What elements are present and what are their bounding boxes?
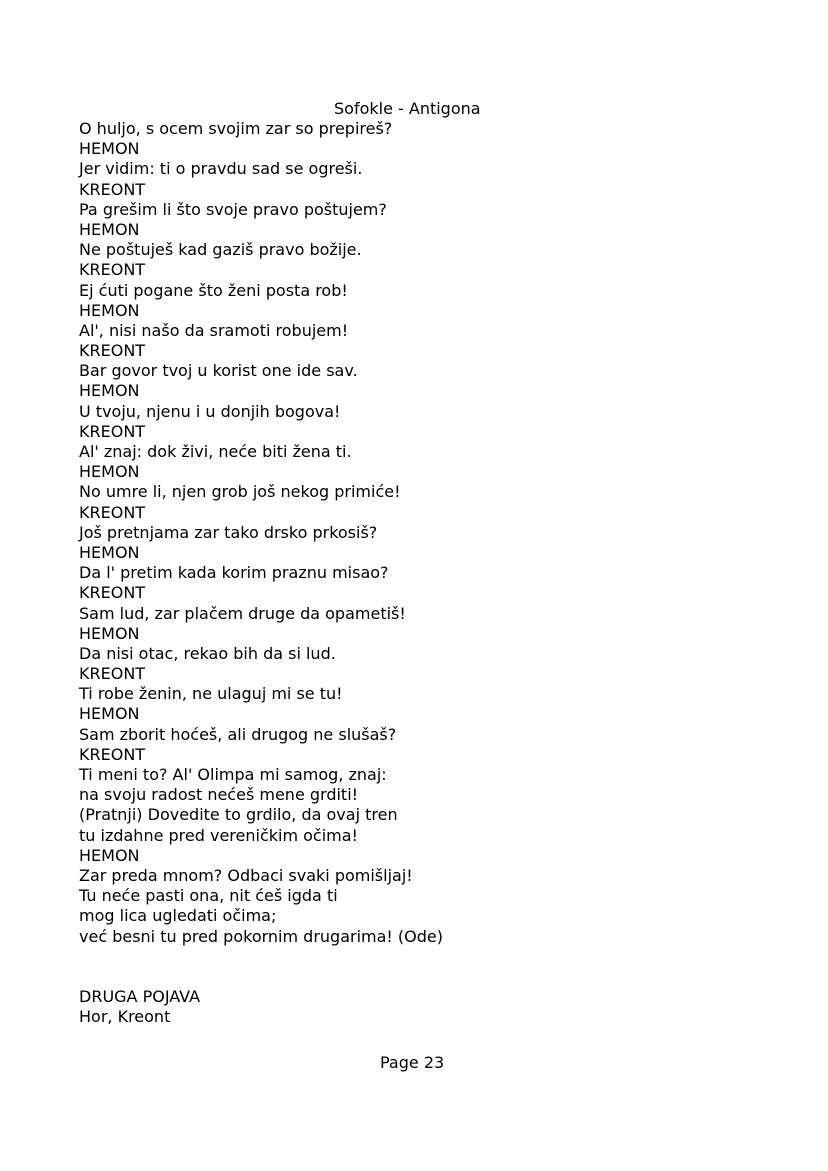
speaker-name: KREONT xyxy=(79,421,146,441)
text-line: (Pratnji) Dovedite to grdilo, da ovaj tren xyxy=(79,805,398,825)
speaker-name: KREONT xyxy=(79,583,146,603)
text-line: Tu neće pasti ona, nit ćeš igda ti xyxy=(79,886,338,906)
text-line: Sam zborit hoćeš, ali drugog ne slušaš? xyxy=(79,724,397,744)
text-line: No umre li, njen grob još nekog primiće! xyxy=(79,482,401,502)
text-line: već besni tu pred pokornim drugarima! (Ode) xyxy=(79,926,443,946)
speaker-name: HEMON xyxy=(79,542,140,562)
speaker-name: HEMON xyxy=(79,845,140,865)
blank-line xyxy=(79,947,779,967)
speaker-name: KREONT xyxy=(79,341,146,361)
text-line: na svoju radost nećeš mene grditi! xyxy=(79,785,359,805)
text-line: U tvoju, njenu i u donjih bogova! xyxy=(79,401,341,421)
speaker-name: HEMON xyxy=(79,139,140,159)
speaker-name: HEMON xyxy=(79,623,140,643)
blank-line xyxy=(79,967,779,987)
text-line: Ti robe ženin, ne ulaguj mi se tu! xyxy=(79,684,343,704)
text-line: mog lica ugledati očima; xyxy=(79,906,277,926)
text-line: Još pretnjama zar tako drsko prkosiš? xyxy=(79,522,378,542)
speaker-name: HEMON xyxy=(79,704,140,724)
text-line: Ej ćuti pogane što ženi posta rob! xyxy=(79,280,348,300)
text-line: Bar govor tvoj u korist one ide sav. xyxy=(79,361,358,381)
text-line: Da nisi otac, rekao bih da si lud. xyxy=(79,643,336,663)
text-line: Ne poštuješ kad gaziš pravo božije. xyxy=(79,240,362,260)
speaker-name: KREONT xyxy=(79,502,146,522)
document-body xyxy=(79,119,779,1027)
speaker-name: KREONT xyxy=(79,664,146,684)
page-number: Page 23 xyxy=(380,1053,445,1072)
speaker-name: KREONT xyxy=(79,260,146,280)
text-line: Sam lud, zar plačem druge da opametiš! xyxy=(79,603,406,623)
speaker-name: KREONT xyxy=(79,179,146,199)
text-line: Jer vidim: ti o pravdu sad se ogreši. xyxy=(79,159,363,179)
speaker-name: HEMON xyxy=(79,219,140,239)
speaker-name: HEMON xyxy=(79,300,140,320)
speaker-name: HEMON xyxy=(79,462,140,482)
text-line: tu izdahne pred vereničkim očima! xyxy=(79,825,358,845)
text-line: O huljo, s ocem svojim zar so prepireš? xyxy=(79,119,393,138)
scene-characters: Hor, Kreont xyxy=(79,1007,171,1027)
scene-heading: DRUGA POJAVA xyxy=(79,987,201,1007)
text-line: Pa grešim li što svoje pravo poštujem? xyxy=(79,199,387,219)
page-header-title: Sofokle - Antigona xyxy=(334,99,481,118)
text-line: Ti meni to? Al' Olimpa mi samog, znaj: xyxy=(79,765,387,784)
text-line: Al' znaj: dok živi, neće biti žena ti. xyxy=(79,442,352,461)
text-line: Da l' pretim kada korim praznu misao? xyxy=(79,563,389,583)
speaker-name: KREONT xyxy=(79,744,146,764)
text-line: Zar preda mnom? Odbaci svaki pomišljaj! xyxy=(79,865,413,885)
speaker-name: HEMON xyxy=(79,381,140,401)
text-line: Al', nisi našo da sramoti robujem! xyxy=(79,320,349,340)
